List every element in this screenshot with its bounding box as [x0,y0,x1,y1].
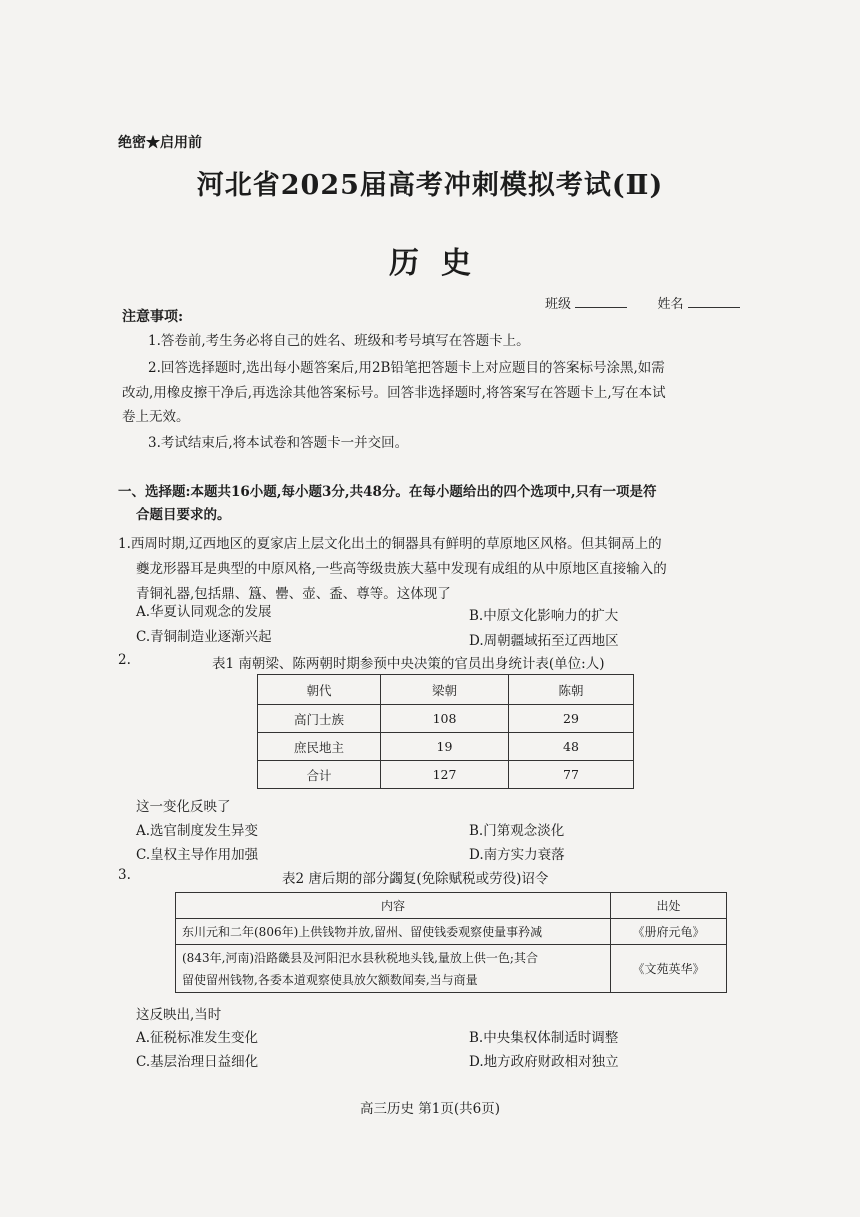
notice-heading: 注意事项: [122,309,184,325]
q2-table [257,674,634,789]
q1-option-b: B.中原文化影响力的扩大 [469,608,619,624]
table-row [258,761,634,789]
table-cell: 《册府元龟》 [611,919,727,945]
table-cell-line: 留使留州钱物,各委本道观察使具放欠额数闻奏,当与商量 [182,972,478,987]
table-header-row [258,675,634,705]
q3-option-c: C.基层治理日益细化 [136,1054,259,1070]
table-cell-line: (843年,河南)沿路畿县及河阳汜水县秋税地头钱,量放上供一色;其合 [182,950,538,965]
table-row [176,945,727,993]
page-footer: 高三历史 第1页(共6页) [359,1101,500,1117]
table-cell: 庶民地主 [258,733,381,761]
table-header-row [176,893,727,919]
q1-option-c: C.青铜制造业逐渐兴起 [136,629,272,645]
table-row [258,705,634,733]
section-heading-line2: 合题目要求的。 [136,507,231,523]
table-header-cell: 陈朝 [509,675,634,705]
table-cell: 高门士族 [258,705,381,733]
notice-item-2-line3: 卷上无效。 [122,409,190,425]
table-cell: 《文苑英华》 [611,945,727,993]
subject-title: 历史 [389,246,493,281]
name-blank [688,294,740,308]
class-name-fields [545,293,740,312]
exam-title: 河北省2025届高考冲刺模拟考试(Ⅱ) [196,170,664,201]
table-cell: 合计 [258,761,381,789]
table-row [176,919,727,945]
table-cell: 127 [381,761,509,789]
q1-line1: 1.西周时期,辽西地区的夏家店上层文化出土的铜器具有鲜明的草原地区风格。但其铜鬲上的 [118,536,662,552]
q2-option-b: B.门第观念淡化 [469,823,565,839]
table-cell: 东川元和二年(806年)上供钱物并放,留州、留使钱委观察使量事矜减 [176,919,611,945]
table-header-cell: 朝代 [258,675,381,705]
table-header-cell: 梁朝 [381,675,509,705]
table-cell: 77 [509,761,634,789]
table-header-cell: 内容 [176,893,611,919]
table-row [258,733,634,761]
q1-line3: 青铜礼器,包括鼎、簋、罍、壶、盉、尊等。这体现了 [136,586,451,602]
section-heading-line1: 一、选择题:本题共16小题,每小题3分,共48分。在每小题给出的四个选项中,只有一项是符 [118,484,657,500]
name-label: 姓名 [657,297,684,312]
table-cell: 108 [381,705,509,733]
q3-table [175,892,727,993]
q2-number: 2. [118,652,131,668]
q2-option-a: A.选官制度发生异变 [136,823,259,839]
q2-option-c: C.皇权主导作用加强 [136,847,259,863]
q2-stem: 这一变化反映了 [136,799,231,815]
q2-table-caption: 表1 南朝梁、陈两朝时期参预中央决策的官员出身统计表(单位:人) [212,656,605,672]
q3-stem: 这反映出,当时 [136,1007,222,1023]
class-label: 班级 [545,297,572,312]
table-cell: 19 [381,733,509,761]
q3-number: 3. [118,867,131,883]
q2-option-d: D.南方实力衰落 [469,847,565,863]
table-header-cell: 出处 [611,893,727,919]
table-cell [176,945,611,993]
q3-option-b: B.中央集权体制适时调整 [469,1030,619,1046]
notice-item-2-line2: 改动,用橡皮擦干净后,再选涂其他答案标号。回答非选择题时,将答案写在答题卡上,写在本试 [122,385,666,401]
notice-item-1: 1.答卷前,考生务必将自己的姓名、班级和考号填写在答题卡上。 [148,333,530,349]
secret-label: 绝密★启用前 [118,135,202,151]
q3-option-d: D.地方政府财政相对独立 [469,1054,619,1070]
notice-item-3: 3.考试结束后,将本试卷和答题卡一并交回。 [148,435,409,451]
class-blank [575,294,627,308]
q3-option-a: A.征税标准发生变化 [136,1030,259,1046]
q1-option-a: A.华夏认同观念的发展 [136,604,272,620]
q3-table-caption: 表2 唐后期的部分蠲复(免除赋税或劳役)诏令 [282,871,549,887]
q1-line2: 夔龙形器耳是典型的中原风格,一些高等级贵族大墓中发现有成组的从中原地区直接输入的 [136,561,667,577]
table-cell: 48 [509,733,634,761]
table-cell: 29 [509,705,634,733]
notice-item-2-line1: 2.回答选择题时,选出每小题答案后,用2B铅笔把答题卡上对应题目的答案标号涂黑,如需 [148,360,665,376]
q1-option-d: D.周朝疆域拓至辽西地区 [469,633,619,649]
